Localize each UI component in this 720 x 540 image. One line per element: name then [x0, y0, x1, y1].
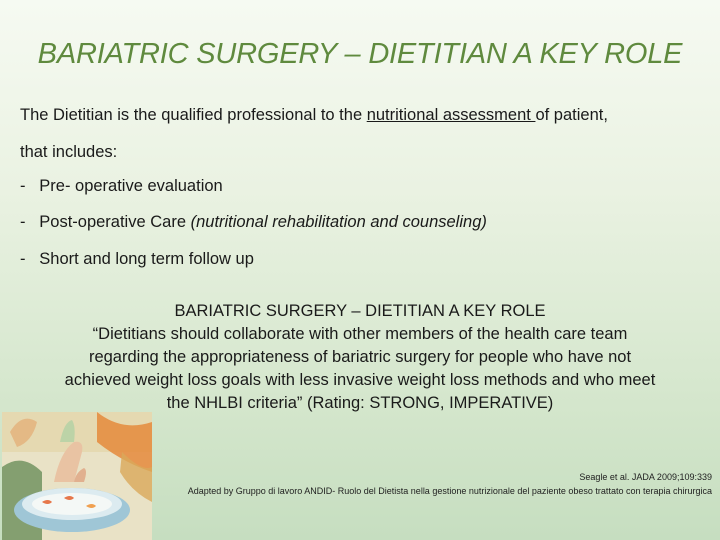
quote-line: achieved weight loss goals with less invasive weight loss methods and who meet [64, 371, 656, 389]
bullet-dash: - [20, 177, 26, 195]
quote-line: the NHLBI criteria” (Rating: STRONG, IMPERATIVE) [166, 394, 554, 412]
bullet-item [20, 177, 710, 196]
bullet-text: Short and long term follow up [39, 250, 254, 268]
adapted-by-note: Adapted by Gruppo di lavoro ANDID- Ruolo del Dietista nella gestione nutrizionale del paziente obeso trattato con terapia chirurgica [187, 486, 712, 496]
quote-block [20, 300, 700, 415]
bullet-dash: - [20, 250, 26, 268]
quote-heading: BARIATRIC SURGERY – DIETITIAN A KEY ROLE [174, 302, 546, 320]
quote-line: regarding the appropriateness of bariatric surgery for people who have not [88, 348, 632, 366]
bullet-text: Post-operative Care [39, 213, 191, 231]
quote-line: “Dietitians should collaborate with other members of the health care team [92, 325, 628, 343]
citation-reference: Seagle et al. JADA 2009;109:339 [579, 472, 712, 482]
bullet-dash: - [20, 213, 26, 231]
bullet-item [20, 250, 710, 269]
painting-illustration [2, 412, 152, 540]
intro-underlined-term: nutritional assessment [366, 106, 536, 124]
intro-text-start: The Dietitian is the qualified professional to the [20, 106, 367, 124]
intro-continued: that includes: [20, 143, 118, 161]
bullet-text: Pre- operative evaluation [39, 177, 223, 195]
bullet-item [20, 213, 710, 232]
intro-paragraph [20, 106, 710, 125]
citation-block [188, 470, 712, 498]
intro-text-end: of patient, [535, 106, 608, 124]
slide-title: BARIATRIC SURGERY – DIETITIAN A KEY ROLE [37, 38, 683, 70]
bullet-text-italic: (nutritional rehabilitation and counseling) [190, 213, 487, 231]
